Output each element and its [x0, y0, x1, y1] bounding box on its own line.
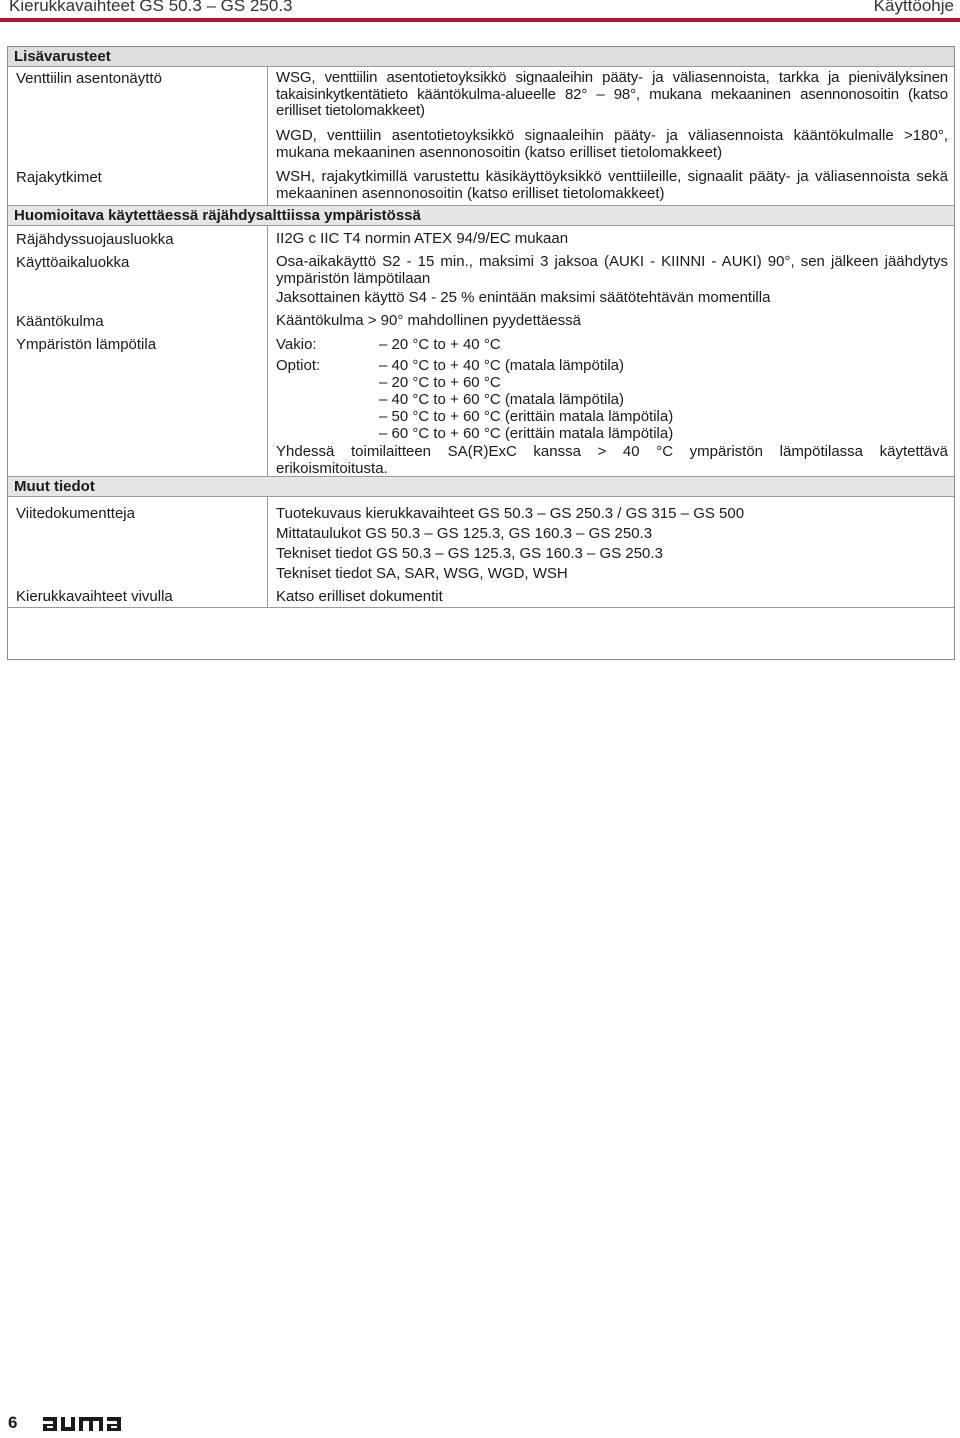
label-turning-angle: Kääntökulma	[16, 313, 104, 330]
divider	[8, 225, 954, 226]
value-duty-s2: Osa-aikakäyttö S2 - 15 min., maksimi 3 jaksoa (AUKI - KIINNI - AUKI) 90°, sen jälkeen jäähdytys ympäristön lämpötilaan	[276, 253, 948, 287]
column-divider	[267, 226, 268, 476]
value-combination-note: Yhdessä toimilaitteen SA(R)ExC kanssa > 40 °C ympäristön lämpötilassa käytettävä erikoismitoitusta.	[276, 443, 948, 477]
auma-logo-mark	[41, 1411, 129, 1433]
value-wgd: WGD, venttiilin asentotietoyksikkö signaaleihin pääty- ja väliasennoista kääntökulmalle >180°, mukana mekaaninen asennonosoitin (katso erilliset tietolomakkeet)	[276, 127, 948, 161]
label-limit-switches: Rajakytkimet	[16, 169, 102, 186]
page-number: 6	[8, 1413, 18, 1432]
divider	[8, 66, 954, 67]
document-type: Käyttöohje	[873, 0, 954, 15]
option-temperature: – 40 °C to + 60 °C (matala lämpötila)	[379, 391, 625, 408]
label-explosion-protection: Räjähdyssuojausluokka	[16, 231, 174, 248]
column-divider	[267, 497, 268, 607]
auma-logo	[41, 1411, 129, 1438]
spec-table	[7, 46, 955, 660]
value-duty-s4: Jaksottainen käyttö S4 - 25 % enintään maksimi säätötehtävän momentilla	[276, 289, 771, 306]
value-standard-temperature: – 20 °C to + 40 °C	[379, 336, 501, 353]
value-wsg: WSG, venttiilin asentotietoyksikkö signaaleihin pääty- ja väliasennoista, tarkka ja pienivälyksinen takaisinkytkentätieto kääntökulma-alueelle 82° – 98°, mukana mekaaninen asennonosoitin (katso erilliset tietolomakkeet)	[276, 69, 948, 119]
reference-document: Mittataulukot GS 50.3 – GS 125.3, GS 160.3 – GS 250.3	[276, 525, 653, 542]
value-lever-gearboxes: Katso erilliset dokumentit	[276, 588, 443, 605]
value-wsh: WSH, rajakytkimillä varustettu käsikäyttöyksikkö venttiileille, signaalit pääty- ja väliasennoista sekä mekaaninen asennonosoitin (katso erilliset tietolomakkeet)	[276, 168, 948, 202]
option-temperature: – 50 °C to + 60 °C (erittäin matala lämpötila)	[379, 408, 674, 425]
divider	[8, 496, 954, 497]
value-explosion-protection: II2G c IIC T4 normin ATEX 94/9/EC mukaan	[276, 230, 569, 247]
page-header	[0, 0, 960, 30]
option-temperature: – 20 °C to + 60 °C	[379, 374, 501, 391]
label-lever-gearboxes: Kierukkavaihteet vivulla	[16, 588, 173, 605]
header-rule	[0, 18, 960, 22]
option-temperature: – 40 °C to + 40 °C (matala lämpötila)	[379, 357, 625, 374]
label-options: Optiot:	[276, 357, 321, 374]
column-divider	[267, 67, 268, 211]
document-title: Kierukkavaihteet GS 50.3 – GS 250.3	[9, 0, 293, 15]
reference-document: Tuotekuvaus kierukkavaihteet GS 50.3 – GS 250.3 / GS 315 – GS 500	[276, 505, 745, 522]
label-reference-documents: Viitedokumentteja	[16, 505, 135, 522]
option-temperature: – 60 °C to + 60 °C (erittäin matala lämpötila)	[379, 425, 674, 442]
label-ambient-temperature: Ympäristön lämpötila	[16, 336, 157, 353]
label-duty-type: Käyttöaikaluokka	[16, 254, 130, 271]
section-other: Muut tiedot	[8, 477, 954, 496]
divider	[8, 607, 954, 608]
section-accessories: Lisävarusteet	[8, 47, 954, 66]
label-standard: Vakio:	[276, 336, 317, 353]
value-turning-angle: Kääntökulma > 90° mahdollinen pyydettäessä	[276, 312, 581, 329]
label-position-indicator: Venttiilin asentonäyttö	[16, 70, 162, 87]
section-hazardous: Huomioitava käytettäessä räjähdysalttiissa ympäristössä	[8, 206, 954, 225]
reference-document: Tekniset tiedot SA, SAR, WSG, WGD, WSH	[276, 565, 568, 582]
reference-document: Tekniset tiedot GS 50.3 – GS 125.3, GS 160.3 – GS 250.3	[276, 545, 663, 562]
